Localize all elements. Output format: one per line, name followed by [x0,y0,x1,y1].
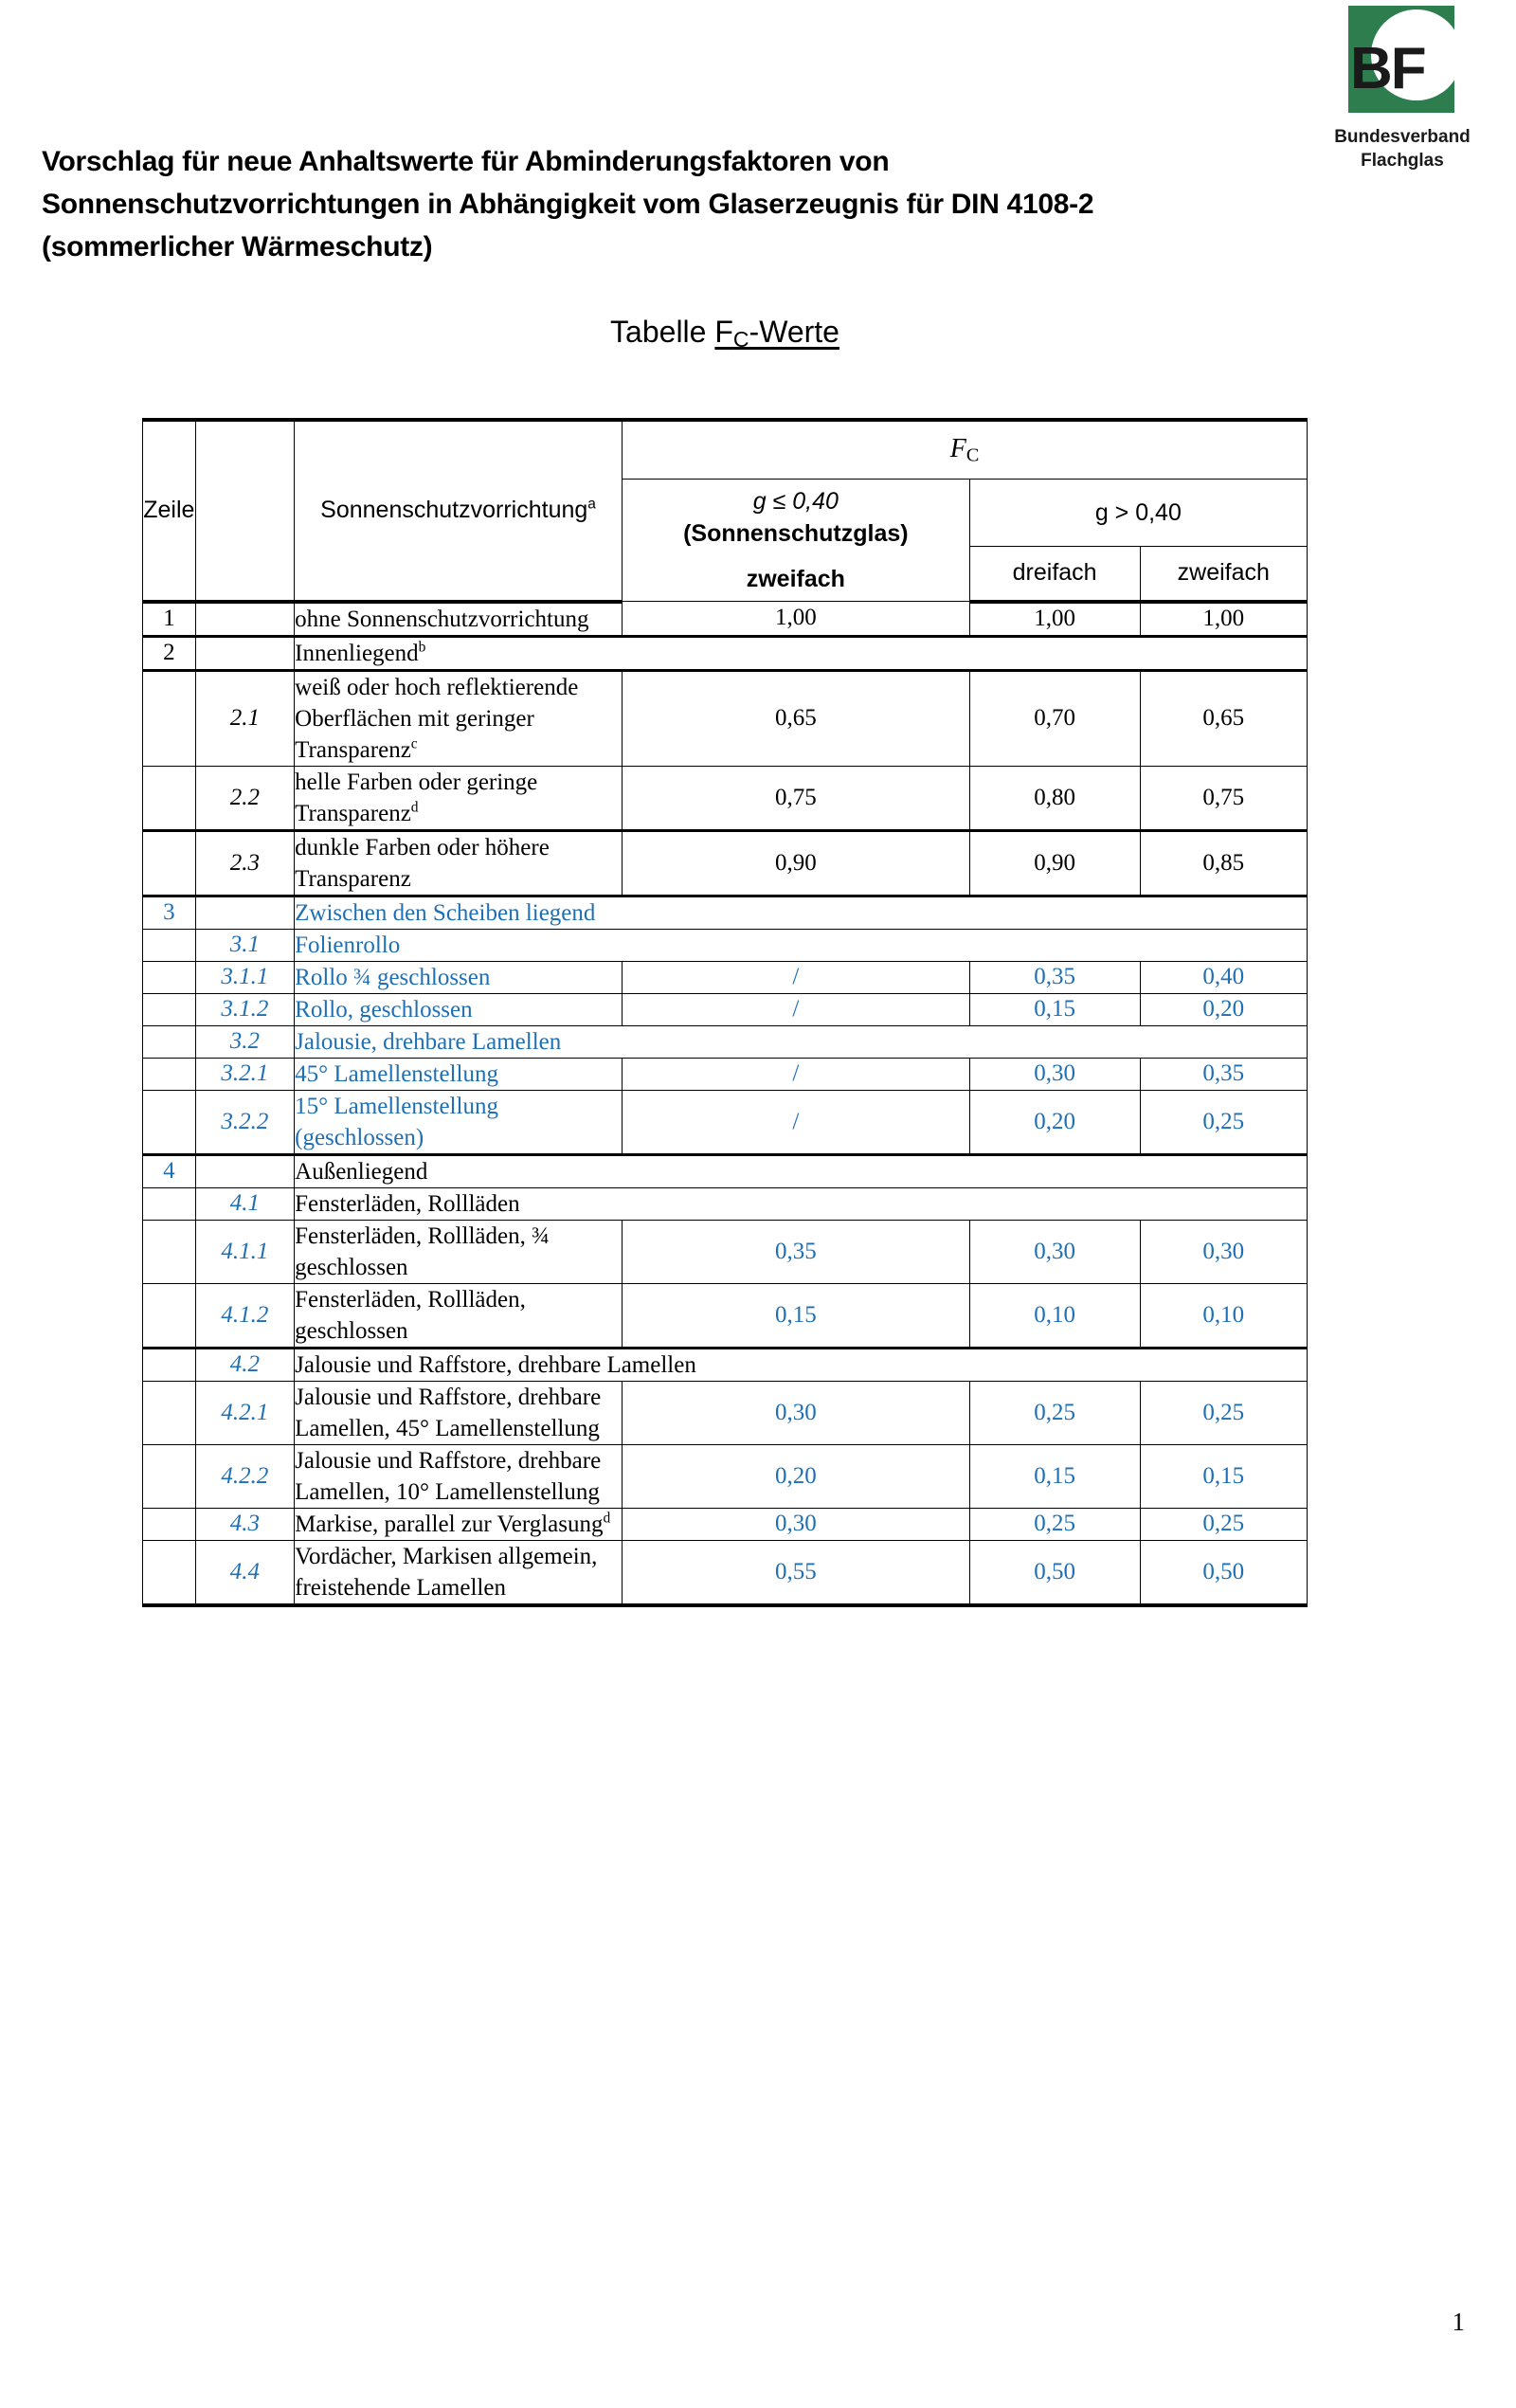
col-header-device-label: Sonnenschutzvorrichtung [320,497,588,524]
row-description-text: Jalousie und Raffstore, drehbare Lamellen [295,1351,696,1378]
row-main-number [143,766,196,830]
row-description-text: 15° Lamellenstellung (geschlossen) [295,1093,498,1150]
row-main-number [143,1090,196,1154]
row-sub-number: 4.1.2 [195,1283,294,1348]
table-caption-suffix: -Werte [749,315,839,349]
row-value-v3: 0,25 [1140,1381,1307,1444]
table-row [143,1090,1308,1154]
row-description [295,1444,623,1508]
table-row [143,1220,1308,1283]
row-description-note: d [410,799,419,816]
row-value-v1: 0,55 [622,1540,969,1605]
row-sub-number: 4.2.1 [195,1381,294,1444]
row-main-number: 1 [143,602,196,637]
row-main-number [143,993,196,1025]
row-description [295,636,1308,670]
col-header-g-low [622,480,969,602]
row-value-v3: 0,25 [1140,1090,1307,1154]
row-main-number [143,1058,196,1090]
row-value-v1: 0,20 [622,1444,969,1508]
row-value-v3: 0,50 [1140,1540,1307,1605]
row-description-text: ohne Sonnenschutzvorrichtung [295,606,589,632]
row-value-v3: 0,10 [1140,1283,1307,1348]
table-row [143,993,1308,1025]
row-description [295,993,623,1025]
row-description-text: Fensterläden, Rollläden [295,1190,520,1217]
row-description [295,896,1308,929]
row-value-v2: 0,30 [969,1058,1140,1090]
row-sub-number: 3.1.1 [195,961,294,993]
table-row [143,1025,1308,1058]
row-description-text: Folienrollo [295,932,401,958]
row-description [295,1283,623,1348]
row-description [295,1508,623,1540]
table-row [143,830,1308,896]
row-description-note: c [410,735,418,752]
row-value-v2: 0,25 [969,1508,1140,1540]
row-value-v2: 0,80 [969,766,1140,830]
row-value-v2: 0,15 [969,1444,1140,1508]
row-sub-number: 4.1.1 [195,1220,294,1283]
row-main-number [143,670,196,766]
row-value-v1: 0,30 [622,1508,969,1540]
row-sub-number: 4.4 [195,1540,294,1605]
row-sub-number: 4.3 [195,1508,294,1540]
page-title-line2: Sonnenschutzvorrichtungen in Abhängigkeit vom Glaserzeugnis für DIN 4108-2 [42,189,1094,220]
col-header-zweifach-high: zweifach [1140,547,1307,602]
row-value-v1: 1,00 [622,602,969,637]
row-main-number [143,1220,196,1283]
row-description [295,961,623,993]
row-sub-number: 2.1 [195,670,294,766]
table-row [143,636,1308,670]
row-value-v2: 0,90 [969,830,1140,896]
table-caption-symbol-sub: C [732,327,749,353]
row-description [295,1381,623,1444]
row-value-v2: 0,70 [969,670,1140,766]
row-description [295,670,623,766]
row-sub-number [195,896,294,929]
col-header-zweifach-low: zweifach [746,566,845,592]
page-title-line3: (sommerlicher Wärmeschutz) [42,231,433,263]
row-value-v1: 0,65 [622,670,969,766]
row-value-v2: 0,50 [969,1540,1140,1605]
page-title [42,140,1444,268]
row-description-text: dunkle Farben oder höhere Transparenz [295,834,550,892]
row-description-text: helle Farben oder geringe Transparenz [295,769,538,826]
col-header-fc-sub: C [966,444,980,466]
row-sub-number [195,1154,294,1187]
row-description-text: Jalousie, drehbare Lamellen [295,1028,562,1055]
row-sub-number: 4.2 [195,1348,294,1381]
row-main-number [143,1508,196,1540]
table-caption [0,313,1450,358]
row-value-v1: / [622,961,969,993]
row-value-v3: 0,20 [1140,993,1307,1025]
row-description-text: Markise, parallel zur Verglasung [295,1511,604,1537]
row-sub-number: 3.1.2 [195,993,294,1025]
table-body [143,602,1308,1605]
row-description [295,1090,623,1154]
table-row [143,896,1308,929]
table-row [143,961,1308,993]
table-row [143,1540,1308,1605]
table-row [143,602,1308,637]
row-sub-number: 4.1 [195,1187,294,1220]
col-header-zeile-sub [195,420,294,602]
row-description-text: 45° Lamellenstellung [295,1060,498,1087]
row-main-number [143,830,196,896]
row-sub-number: 4.2.2 [195,1444,294,1508]
row-sub-number: 3.2.2 [195,1090,294,1154]
col-header-g-low-line2: (Sonnenschutzglas) [683,520,909,547]
row-value-v2: 0,35 [969,961,1140,993]
row-description-text: Rollo, geschlossen [295,996,473,1023]
row-main-number [143,1348,196,1381]
row-description-text: Fensterläden, Rollläden, ¾ geschlossen [295,1222,550,1280]
row-value-v3: 0,85 [1140,830,1307,896]
row-sub-number: 2.2 [195,766,294,830]
row-value-v3: 0,35 [1140,1058,1307,1090]
row-description-text: Vordächer, Markisen allgemein, freistehende Lamellen [295,1543,598,1601]
table-row [143,1348,1308,1381]
row-sub-number: 3.2.1 [195,1058,294,1090]
table-header [143,420,1308,602]
table-header-row-fc [143,420,1308,480]
row-main-number: 2 [143,636,196,670]
row-description-text: Jalousie und Raffstore, drehbare Lamellen, 10° Lamellenstellung [295,1447,602,1505]
row-sub-number: 3.2 [195,1025,294,1058]
table-row [143,1283,1308,1348]
table-row [143,670,1308,766]
row-value-v1: 0,90 [622,830,969,896]
col-header-device-note: a [587,496,596,513]
row-main-number: 4 [143,1154,196,1187]
row-value-v1: / [622,1090,969,1154]
row-value-v3: 0,40 [1140,961,1307,993]
row-value-v2: 0,20 [969,1090,1140,1154]
row-value-v1: 0,15 [622,1283,969,1348]
row-description [295,1187,1308,1220]
table-caption-prefix: Tabelle [610,315,715,349]
table-caption-symbol [714,315,839,353]
row-value-v3: 0,65 [1140,670,1307,766]
row-description-text: Fensterläden, Rollläden, geschlossen [295,1286,526,1344]
table-row [143,1058,1308,1090]
row-description-text: Zwischen den Scheiben liegend [295,899,596,926]
col-header-fc [622,420,1307,480]
col-header-dreifach: dreifach [969,547,1140,602]
row-description [295,1154,1308,1187]
logo-wordmark-line2: Flachglas [1361,151,1444,171]
row-value-v1: / [622,1058,969,1090]
row-value-v1: 0,35 [622,1220,969,1283]
page-title-line1: Vorschlag für neue Anhaltswerte für Abminderungsfaktoren von [42,146,890,177]
row-main-number [143,1187,196,1220]
row-main-number [143,1025,196,1058]
fc-values-table [142,418,1308,1607]
row-value-v3: 0,30 [1140,1220,1307,1283]
row-value-v2: 0,25 [969,1381,1140,1444]
row-description-note: b [418,639,426,656]
row-description [295,1348,1308,1381]
row-description-text: weiß oder hoch reflektierende Oberflächen mit geringer Transparenz [295,674,579,763]
row-main-number [143,1381,196,1444]
col-header-fc-base: F [949,433,966,463]
col-header-g-high: g > 0,40 [969,480,1307,547]
table-row [143,1154,1308,1187]
row-description [295,766,623,830]
row-description [295,1025,1308,1058]
row-value-v3: 0,75 [1140,766,1307,830]
table-row [143,1381,1308,1444]
col-header-device [295,420,623,602]
table-row [143,766,1308,830]
row-value-v2: 1,00 [969,602,1140,637]
table-caption-symbol-base: F [714,315,733,349]
row-main-number [143,1444,196,1508]
row-value-v1: 0,75 [622,766,969,830]
table-row [143,929,1308,961]
row-description [295,1540,623,1605]
row-description [295,1220,623,1283]
row-description [295,830,623,896]
row-main-number [143,1540,196,1605]
row-description [295,1058,623,1090]
logo-wordmark-line1: Bundesverband [1334,127,1471,147]
row-main-number: 3 [143,896,196,929]
row-sub-number: 3.1 [195,929,294,961]
table-row [143,1187,1308,1220]
logo-bf-text: BF [1350,36,1425,101]
row-sub-number [195,602,294,637]
row-description [295,929,1308,961]
row-main-number [143,929,196,961]
row-value-v3: 0,25 [1140,1508,1307,1540]
row-value-v3: 1,00 [1140,602,1307,637]
row-value-v2: 0,30 [969,1220,1140,1283]
col-header-zeile: Zeile [143,420,196,602]
row-value-v1: 0,30 [622,1381,969,1444]
row-value-v1: / [622,993,969,1025]
row-sub-number [195,636,294,670]
row-description-text: Innenliegend [295,640,419,666]
row-main-number [143,1283,196,1348]
col-header-g-low-line1: g ≤ 0,40 [752,488,839,515]
row-description-text: Rollo ¾ geschlossen [295,964,491,990]
page-number: 1 [1452,2308,1465,2336]
row-sub-number: 2.3 [195,830,294,896]
logo-mark [1331,6,1473,127]
row-value-v3: 0,15 [1140,1444,1307,1508]
table-row [143,1508,1308,1540]
row-main-number [143,961,196,993]
row-value-v2: 0,15 [969,993,1140,1025]
row-description-note: d [603,1510,611,1527]
row-description [295,602,623,637]
row-description-text: Außenliegend [295,1158,428,1185]
table-row [143,1444,1308,1508]
row-value-v2: 0,10 [969,1283,1140,1348]
row-description-text: Jalousie und Raffstore, drehbare Lamellen, 45° Lamellenstellung [295,1384,602,1441]
